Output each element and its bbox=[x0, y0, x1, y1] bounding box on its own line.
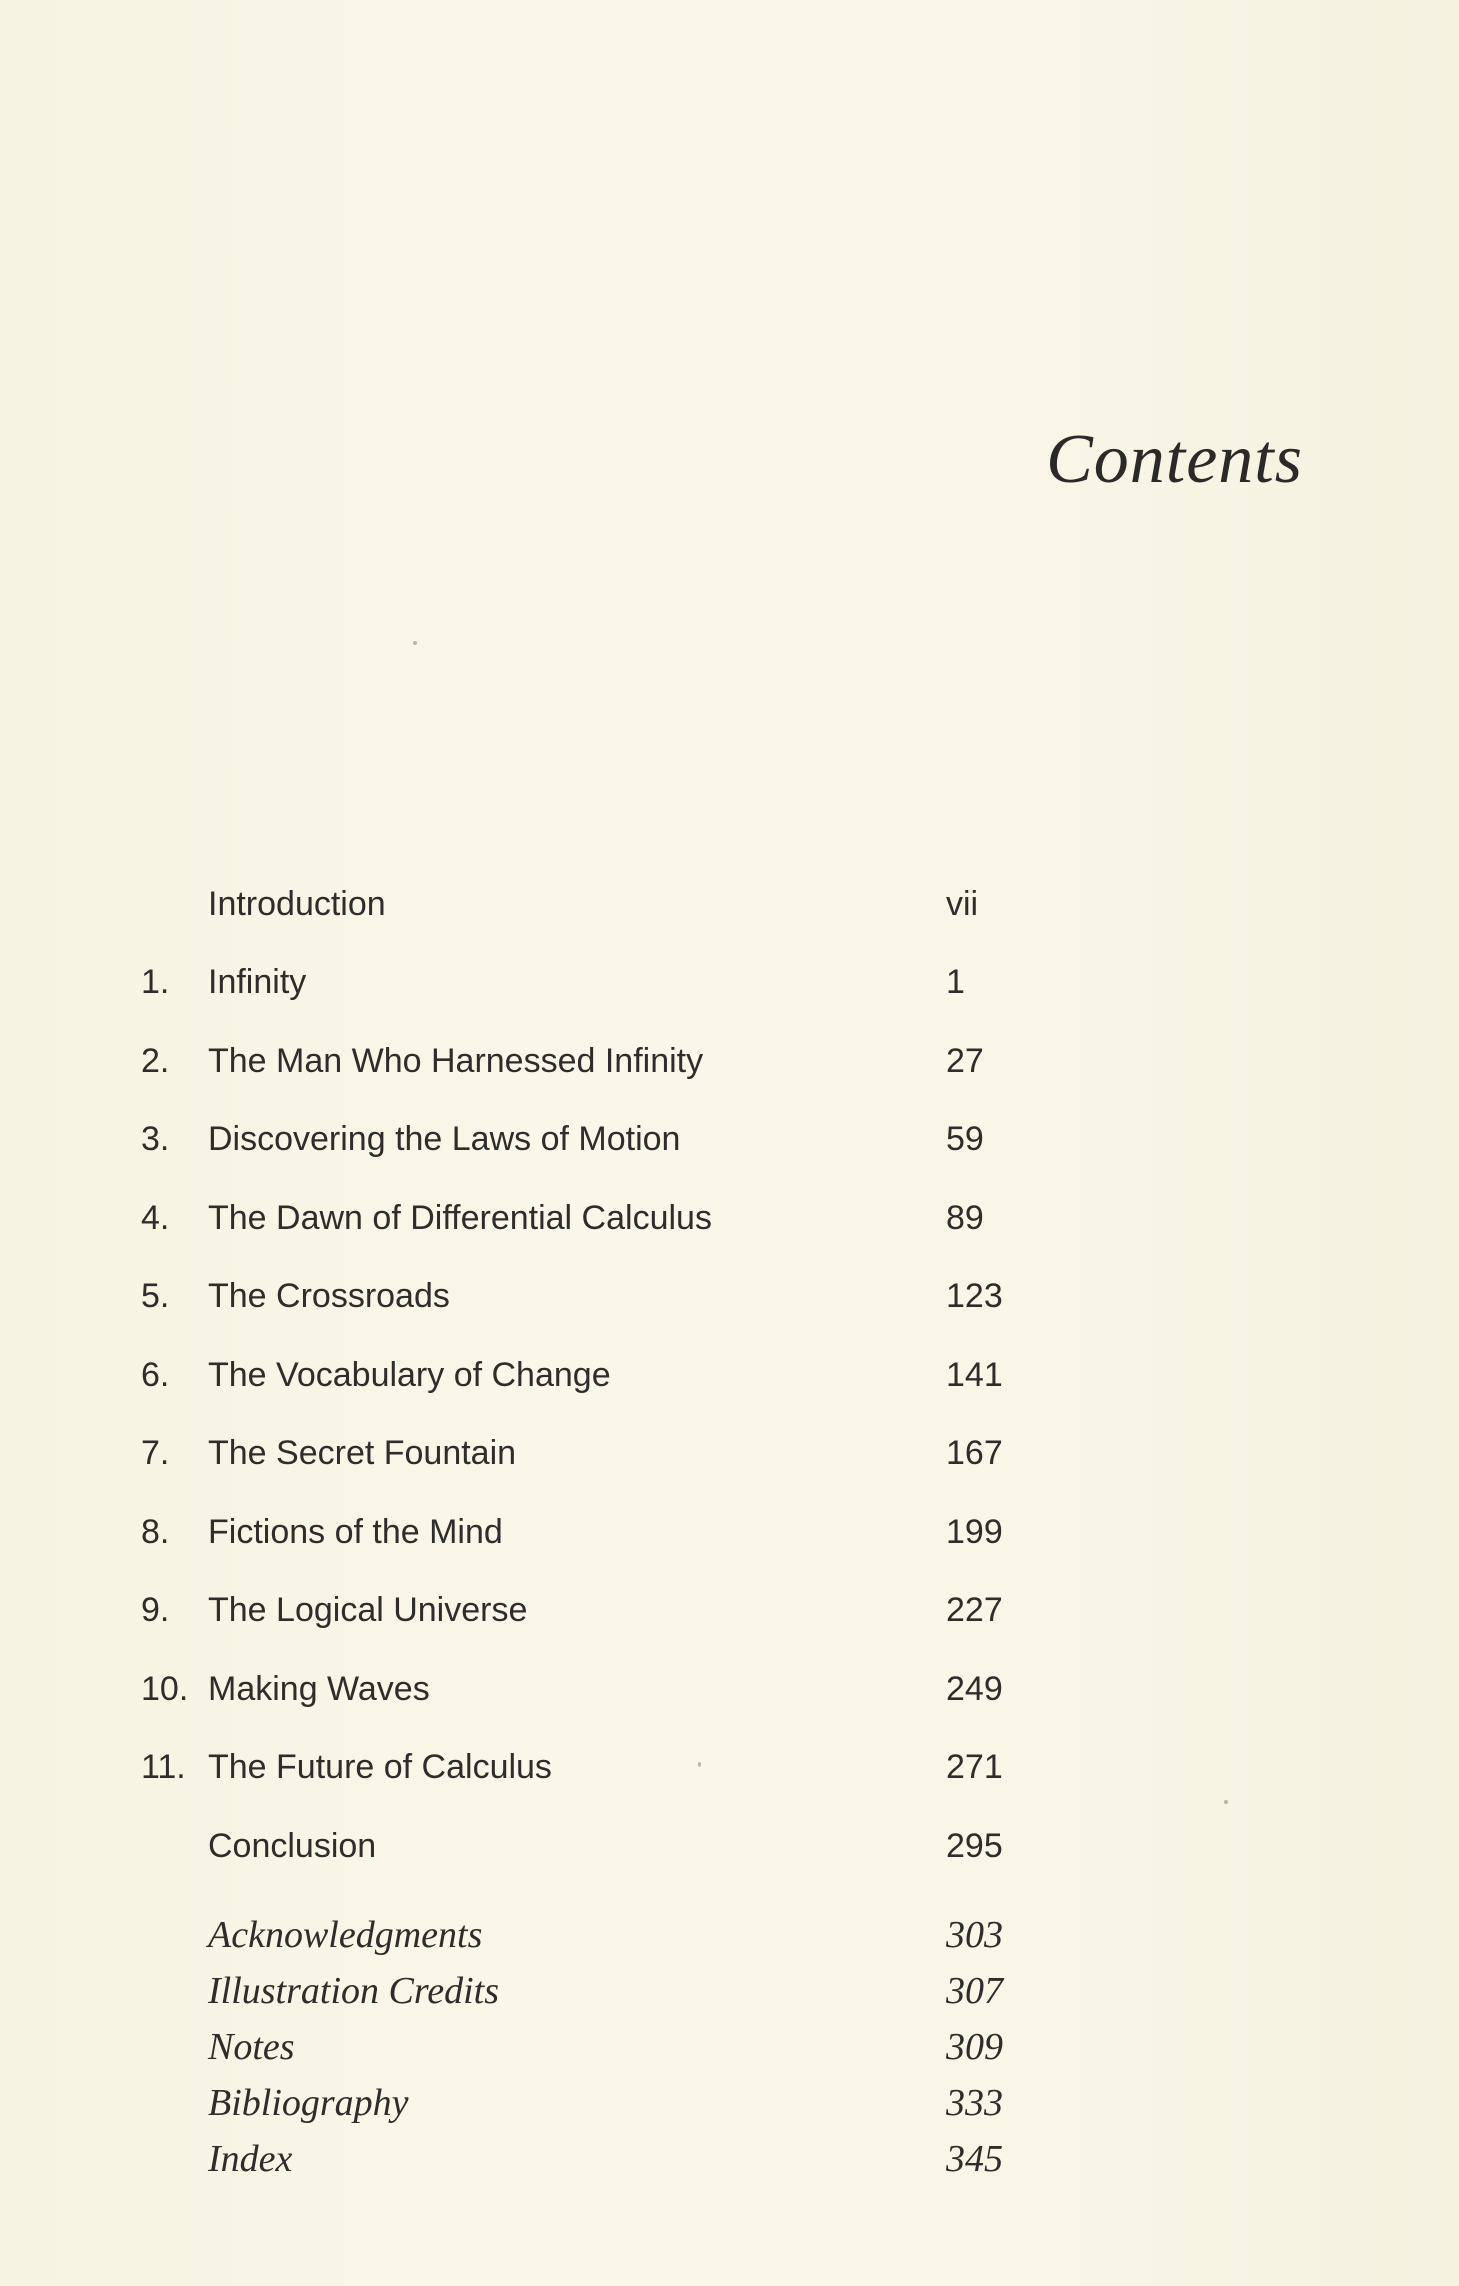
chapter-title: The Future of Calculus bbox=[208, 1748, 552, 1786]
back-matter-title: Notes bbox=[208, 2026, 295, 2068]
chapter-number: 5. bbox=[141, 1277, 170, 1315]
chapter-number: 9. bbox=[141, 1591, 170, 1629]
page-number: 307 bbox=[946, 1970, 1003, 2012]
page-number: 27 bbox=[946, 1042, 984, 1080]
page-number: 271 bbox=[946, 1748, 1003, 1786]
chapter-number: 1. bbox=[141, 963, 170, 1001]
chapter-number: 6. bbox=[141, 1356, 170, 1394]
chapter-number: 8. bbox=[141, 1513, 170, 1551]
page-number: 1 bbox=[946, 963, 965, 1001]
back-matter-title: Acknowledgments bbox=[208, 1914, 483, 1956]
toc-entry[interactable] bbox=[0, 1816, 1459, 1876]
page-number: 345 bbox=[946, 2138, 1003, 2180]
chapter-title: Discovering the Laws of Motion bbox=[208, 1120, 681, 1158]
page-number: 295 bbox=[946, 1827, 1003, 1865]
chapter-number: 11. bbox=[141, 1748, 186, 1786]
chapter-title: The Man Who Harnessed Infinity bbox=[208, 1042, 704, 1080]
back-matter-title: Illustration Credits bbox=[208, 1970, 500, 2012]
page-number: 249 bbox=[946, 1670, 1003, 1708]
back-matter-title: Index bbox=[208, 2138, 293, 2180]
chapter-number: 4. bbox=[141, 1199, 170, 1237]
page-number: vii bbox=[946, 885, 979, 923]
back-matter-entry[interactable] bbox=[0, 2129, 1459, 2189]
chapter-title: The Crossroads bbox=[208, 1277, 450, 1315]
toc-entry[interactable] bbox=[0, 1423, 1459, 1483]
page-number: 199 bbox=[946, 1513, 1003, 1551]
back-matter-entry[interactable] bbox=[0, 2073, 1459, 2133]
toc-entry[interactable] bbox=[0, 1659, 1459, 1719]
page-number: 309 bbox=[946, 2026, 1003, 2068]
toc-entry[interactable] bbox=[0, 1188, 1459, 1248]
toc-entry[interactable] bbox=[0, 952, 1459, 1012]
page-number: 227 bbox=[946, 1591, 1003, 1629]
chapter-title: The Logical Universe bbox=[208, 1591, 528, 1629]
toc-entry[interactable] bbox=[0, 1345, 1459, 1405]
chapter-title: The Vocabulary of Change bbox=[208, 1356, 611, 1394]
back-matter-title: Bibliography bbox=[208, 2082, 409, 2124]
toc-entry[interactable] bbox=[0, 1109, 1459, 1169]
page-number: 167 bbox=[946, 1434, 1003, 1472]
toc-entry[interactable] bbox=[0, 874, 1459, 934]
page-number: 89 bbox=[946, 1199, 984, 1237]
page-number: 141 bbox=[946, 1356, 1003, 1394]
page-number: 303 bbox=[946, 1914, 1003, 1956]
page-number: 123 bbox=[946, 1277, 1003, 1315]
page-title: Contents bbox=[1046, 421, 1303, 498]
chapter-title: The Secret Fountain bbox=[208, 1434, 517, 1472]
back-matter-entry[interactable] bbox=[0, 1961, 1459, 2021]
toc-entry[interactable] bbox=[0, 1031, 1459, 1091]
chapter-title: The Dawn of Differential Calculus bbox=[208, 1199, 712, 1237]
chapter-title: Making Waves bbox=[208, 1670, 430, 1708]
page-number: 59 bbox=[946, 1120, 984, 1158]
toc-entry[interactable] bbox=[0, 1266, 1459, 1326]
back-matter-entry[interactable] bbox=[0, 1905, 1459, 1965]
chapter-number: 2. bbox=[141, 1042, 170, 1080]
page-number: 333 bbox=[946, 2082, 1003, 2124]
chapter-title: Introduction bbox=[208, 885, 386, 923]
chapter-title: Infinity bbox=[208, 963, 307, 1001]
chapter-number: 7. bbox=[141, 1434, 170, 1472]
back-matter-entry[interactable] bbox=[0, 2017, 1459, 2077]
toc-entry[interactable] bbox=[0, 1502, 1459, 1562]
paper-speck bbox=[1224, 1800, 1228, 1804]
chapter-number: 10. bbox=[141, 1670, 189, 1708]
chapter-title: Fictions of the Mind bbox=[208, 1513, 503, 1551]
paper-speck bbox=[413, 641, 417, 645]
toc-entry[interactable] bbox=[0, 1580, 1459, 1640]
chapter-number: 3. bbox=[141, 1120, 170, 1158]
toc-entry[interactable] bbox=[0, 1737, 1459, 1797]
chapter-title: Conclusion bbox=[208, 1827, 377, 1865]
